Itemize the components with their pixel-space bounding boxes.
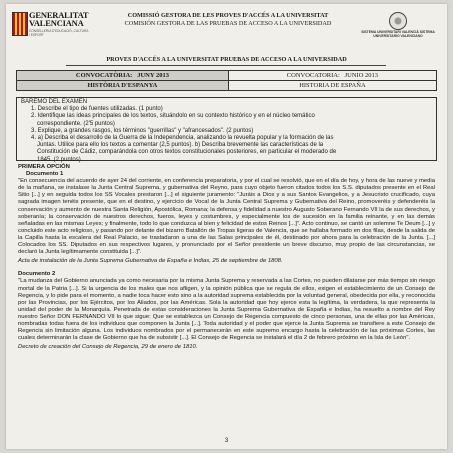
scoring-item: 2. Identifique las ideas principales de los textos, situándolo en su contexto histórico y en el núcleo temático	[31, 113, 315, 120]
option-title: PRIMERA OPCIÓN	[18, 164, 70, 170]
scoring-title: BAREMO DEL EXAMEN	[21, 99, 88, 105]
generalitat-name: GENERALITAT VALENCIANA	[29, 10, 89, 28]
generalitat-emblem-icon	[12, 12, 28, 36]
convocation-es-label: CONVOCATORIA:	[286, 72, 340, 79]
conselleria-name: CONSELLERIA D'EDUCACIÓ, CULTURA I ESPORT	[29, 29, 89, 37]
exam-scoring-box	[16, 97, 437, 161]
header	[12, 10, 442, 52]
scoring-item: 1845. (2 puntos)	[37, 156, 81, 163]
document-1-title: Documento 1	[26, 171, 64, 178]
document-2-text: "La mudanza del Gobierno anunciada ya como necesaria por la misma Junta Suprema y reservada a las Cortes, no pueden dilatarse por más tiempo sin riesgo mortal de la Patria [...]. Si la urgencia de los males que nos afligen, y la opinión pública que se regula de ellos, exigen el establecimiento de un Consejo de Regencia, y lo pide para el momento, a nadie toca hacer esto sino a la autoridad suprema establecida por la voluntad general, obedecida por ella, y reconocida por las Provincias, por los Ejércitos, por los Aliados, por las Américas. Sola la autoridad que hoy ejerce esta la legítima, la verdadera, la que representa la unidad del poder de la Monarquía. Penetrada de estas consideraciones la Junta Suprema Gubernativa de España e Indias, ha resuelto a nombre del Rey nuestro Señor DON FERNANDO VII lo que sigue: Que se establezca un Consejo de Regencia compuesto de cinco personas, una de ellas por las Américas, nombradas todas fuera de los individuos que componen la Junta [...]. Toda autoridad y el poder que ejerce la Junta Suprema se transfiere a este Consejo de Regencia sin limitación alguna. Los individuos nombrados por el permanecerán en este supremo encargo hasta la celebración de las próximas Cortes, las cuales determinarán la clase de Gobierno que ha de subsistir [...]. El Consejo de Regencia se instalará el día 2 de febrero próximo en la Isla de León".	[18, 278, 435, 342]
convocation-va-value: JUNY 2013	[137, 72, 169, 79]
convocation-va-cell	[17, 71, 229, 81]
subject-es: HISTORIA DE ESPAÑA	[228, 81, 436, 91]
document-1-text: "En consecuencia del acuerdo de ayer 24 del corriente, en conferencia preparatoria, y por el cual se resolvió, que en el día de hoy, y hora de las nueve y media de la mañana, se instalase la Junta Central Suprema, y gubernativa del Reyno, para cuyo objeto fueron citados todos los S.S. diputados presente en el Real Sitio [...] y en seguida todos los SS Vocales prestaron [...] el siguiente juramento: "Juráis a Dios y a sus Santos Evangelios, y a Jesucristo crucificado, cuya sagrada imagen tenéis presente, que en el destino, y ejercicio de Vocal de la Junta Central Suprema y Gubernativa del Reino, promoveréis y defenderéis la conservación y aumento de nuestra Santa Religión, Apostólica, Romana; la defensa y fidelidad a nuestro Augusto Soberano Fernando VII la de sus derechos, y soberanía; la conservación de nuestros derechos, fueros, leyes y costumbres, y especialmente los de sucesión en la familia reinante, y en las demás señaladas en las mismas Leyes; y finalmente, todo lo que conduzca al bien y felicidad de estos Reinos [...]". Acto continuo, se cantó un solemne Te Deum [...] y concluido este acto religioso, y pasando por delante del bizarro Batallón de Tropas ligeras de Valencia, que se hallaba formado en dos filas, desde la salida de la Capilla hasta la escalera del Real Palacio, se trasladaron a una de las Salas principales de él, destinado por ahora para la celebración de la Junta. [...] Colocados los SS. Diputados en sus respectivos lugares, y pronunciado por el Señor presidente un breve discurso, muy propio de las circunstancias, se declaró la Junta legítimamente constituida [...]".	[18, 178, 435, 256]
exam-info-table	[16, 70, 437, 91]
scoring-item: 4. a) Describa el desarrollo de la Guerra de la Independencia, analizando la revuelta popular y la formación de las	[31, 135, 334, 142]
scoring-item: Juntas. Utilice para ello los textos a comentar (2,5 puntos). b) Describa brevemente las características de la	[37, 142, 324, 149]
convocation-es-cell	[228, 71, 436, 81]
university-system-name: SISTEMA UNIVERSITARI VALENCIÀ SISTEMA UNIVERSITARIO VALENCIANO	[361, 30, 435, 38]
subtitle-divider	[66, 65, 386, 66]
exam-page	[6, 4, 447, 449]
scoring-item: Constitución de Cádiz, comparándola con otros textos constitucionales posteriores, en particular el moderado de	[37, 149, 337, 156]
subject-va: HISTÒRIA D'ESPANYA	[17, 81, 229, 91]
commission-titles	[108, 12, 348, 28]
scoring-item: correspondiente. (2'5 puntos)	[37, 120, 115, 127]
page-number: 3	[224, 438, 229, 444]
university-seal-icon	[389, 12, 407, 30]
convocation-es-value: JUNIO 2013	[344, 72, 379, 79]
convocation-va-label: CONVOCATÒRIA:	[75, 72, 133, 79]
scoring-item: 1. Describe el tipo de fuentes utilizadas. (1 punto)	[31, 106, 163, 113]
document-2-title: Documento 2	[18, 271, 56, 278]
document-2-caption: Decreto de creación del Consejo de Regencia, 29 de enero de 1810.	[18, 344, 198, 351]
university-system-logo	[354, 10, 442, 48]
commission-title-es: COMISIÓN GESTORA DE LAS PRUEBAS DE ACCESO A LA UNIVERSIDAD	[124, 20, 332, 27]
exam-subtitle: PROVES D'ACCÉS A LA UNIVERSITAT PRUEBAS DE ACCESO A LA UNIVERSIDAD	[106, 56, 347, 63]
commission-title-va: COMISSIÓ GESTORA DE LES PROVES D'ACCÉS A LA UNIVERSITAT	[127, 12, 329, 19]
scoring-item: 3. Explique, a grandes rasgos, los términos "guerrillas" y "afrancesados". (2 puntos)	[31, 127, 254, 134]
exam-option-content	[18, 164, 435, 351]
document-1-caption: Acta de instalación de la Junta Suprema Gubernativa de España e Indias, 25 de septiembre de 1808.	[18, 258, 283, 265]
generalitat-logo	[12, 10, 89, 48]
